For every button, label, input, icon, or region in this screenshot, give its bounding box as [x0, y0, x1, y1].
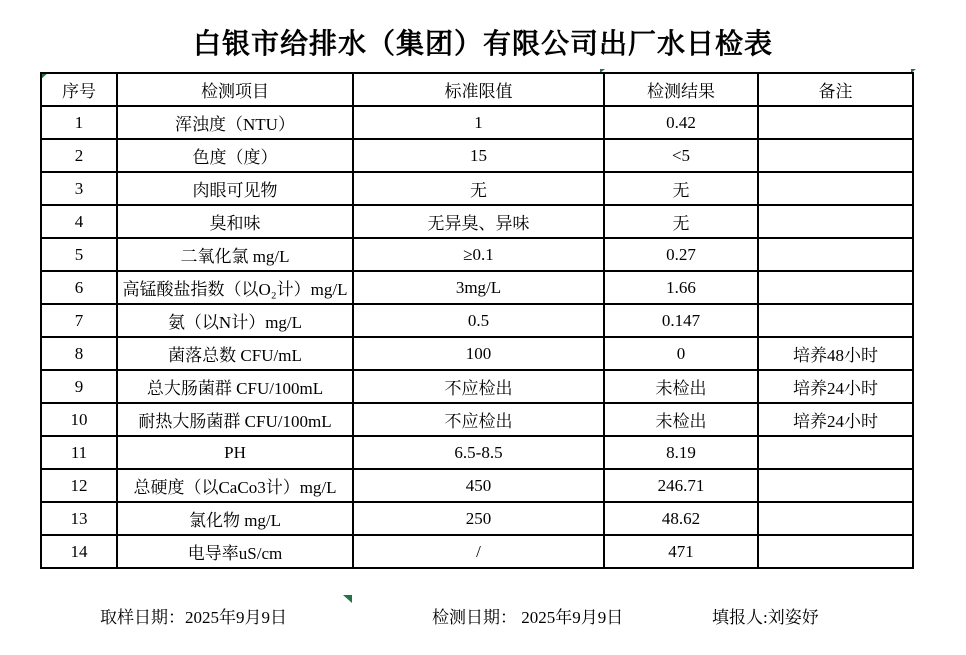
cell-item: 高锰酸盐指数（以O₂计）mg/L — [117, 271, 353, 304]
cell-limit: 100 — [353, 337, 604, 370]
cell-item: 耐热大肠菌群 CFU/100mL — [117, 403, 353, 436]
cell-result: 无 — [604, 205, 758, 238]
cell-item: 色度（度） — [117, 139, 353, 172]
cell-limit: 无异臭、异味 — [353, 205, 604, 238]
cell-note: 培养48小时 — [758, 337, 913, 370]
cell-item: 肉眼可见物 — [117, 172, 353, 205]
cell-serial: 13 — [41, 502, 117, 535]
sampling-date: 取样日期：2025年9月9日 — [100, 608, 287, 627]
inspection-table — [40, 72, 914, 569]
cell-item: 浑浊度（NTU） — [117, 106, 353, 139]
cell-result: 246.71 — [604, 469, 758, 502]
cell-note — [758, 172, 913, 205]
cell-note — [758, 535, 913, 568]
cell-item: 电导率uS/cm — [117, 535, 353, 568]
cell-result: 0.42 — [604, 106, 758, 139]
reporter: 填报人:刘姿妤 — [712, 608, 819, 627]
cell-limit: 250 — [353, 502, 604, 535]
table-row — [41, 370, 913, 403]
cell-result: 1.66 — [604, 271, 758, 304]
table-row — [41, 436, 913, 469]
col-header-serial: 序号 — [41, 73, 117, 106]
cell-result: 0.27 — [604, 238, 758, 271]
col-header-note: 备注 — [758, 73, 913, 106]
cell-item: 臭和味 — [117, 205, 353, 238]
cell-serial: 9 — [41, 370, 117, 403]
cell-note: 培养24小时 — [758, 370, 913, 403]
cell-note — [758, 271, 913, 304]
cell-note — [758, 205, 913, 238]
excel-corner-marker-icon — [343, 595, 352, 603]
cell-serial: 6 — [41, 271, 117, 304]
cell-serial: 8 — [41, 337, 117, 370]
cell-limit: ≥0.1 — [353, 238, 604, 271]
table-row — [41, 238, 913, 271]
cell-note — [758, 139, 913, 172]
cell-result: 471 — [604, 535, 758, 568]
cell-limit: 不应检出 — [353, 403, 604, 436]
cell-note — [758, 436, 913, 469]
cell-result: 48.62 — [604, 502, 758, 535]
cell-note — [758, 469, 913, 502]
cell-serial: 2 — [41, 139, 117, 172]
cell-limit: / — [353, 535, 604, 568]
cell-limit: 1 — [353, 106, 604, 139]
cell-serial: 12 — [41, 469, 117, 502]
cell-serial: 4 — [41, 205, 117, 238]
header-row — [41, 73, 913, 106]
footer — [0, 603, 966, 627]
cell-result: 0 — [604, 337, 758, 370]
cell-item: 二氧化氯 mg/L — [117, 238, 353, 271]
table-row — [41, 304, 913, 337]
cell-serial: 14 — [41, 535, 117, 568]
cell-result: <5 — [604, 139, 758, 172]
cell-item: 总大肠菌群 CFU/100mL — [117, 370, 353, 403]
cell-limit: 无 — [353, 172, 604, 205]
col-header-item: 检测项目 — [117, 73, 353, 106]
cell-item: 氯化物 mg/L — [117, 502, 353, 535]
cell-limit: 450 — [353, 469, 604, 502]
cell-note — [758, 502, 913, 535]
cell-serial: 5 — [41, 238, 117, 271]
table-row — [41, 139, 913, 172]
table-row — [41, 271, 913, 304]
cell-result: 0.147 — [604, 304, 758, 337]
cell-result: 未检出 — [604, 403, 758, 436]
cell-limit: 3mg/L — [353, 271, 604, 304]
cell-note — [758, 238, 913, 271]
cell-result: 8.19 — [604, 436, 758, 469]
cell-result: 无 — [604, 172, 758, 205]
table-row — [41, 337, 913, 370]
cell-note: 培养24小时 — [758, 403, 913, 436]
cell-item: 菌落总数 CFU/mL — [117, 337, 353, 370]
cell-limit: 不应检出 — [353, 370, 604, 403]
cell-item: 总硬度（以CaCo3计）mg/L — [117, 469, 353, 502]
cell-limit: 15 — [353, 139, 604, 172]
cell-serial: 1 — [41, 106, 117, 139]
cell-limit: 6.5-8.5 — [353, 436, 604, 469]
col-header-limit: 标准限值 — [353, 73, 604, 106]
cell-serial: 7 — [41, 304, 117, 337]
page-title: 白银市给排水（集团）有限公司出厂水日检表 — [192, 29, 773, 60]
table-row — [41, 106, 913, 139]
col-header-result: 检测结果 — [604, 73, 758, 106]
cell-serial: 11 — [41, 436, 117, 469]
cell-result: 未检出 — [604, 370, 758, 403]
test-date: 检测日期： 2025年9月9日 — [432, 608, 624, 627]
table-row — [41, 205, 913, 238]
table-row — [41, 469, 913, 502]
table-row — [41, 172, 913, 205]
cell-limit: 0.5 — [353, 304, 604, 337]
table-row — [41, 502, 913, 535]
table-row — [41, 403, 913, 436]
table-row — [41, 535, 913, 568]
cell-item: 氨（以N计）mg/L — [117, 304, 353, 337]
cell-note — [758, 304, 913, 337]
cell-serial: 3 — [41, 172, 117, 205]
cell-item: PH — [117, 436, 353, 469]
cell-serial: 10 — [41, 403, 117, 436]
cell-note — [758, 106, 913, 139]
